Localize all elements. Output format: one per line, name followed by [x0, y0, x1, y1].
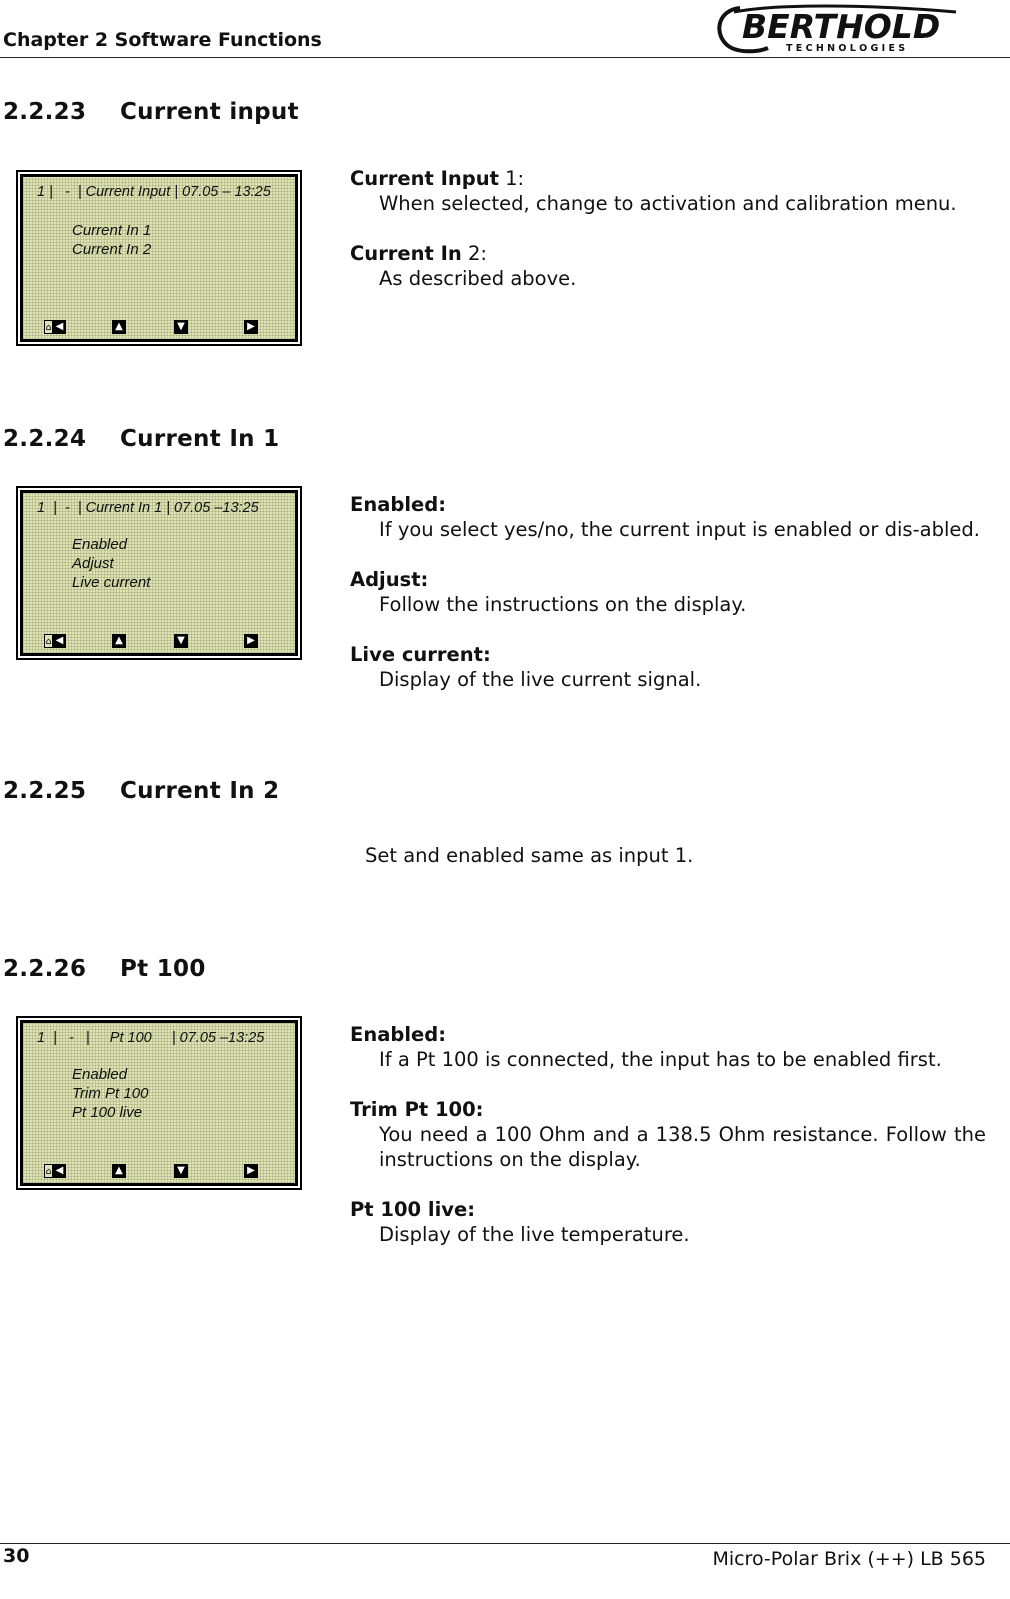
lcd-menu-item: Live current	[72, 574, 151, 591]
down-arrow-icon: ▼	[174, 634, 188, 648]
section-title: Current input	[120, 99, 299, 125]
logo-subtitle: T E C H N O L O G I E S	[786, 43, 906, 54]
lcd-current-input	[16, 170, 302, 346]
lcd-menu-item: Trim Pt 100	[72, 1085, 149, 1102]
lcd-pt-100	[16, 1016, 302, 1190]
lcd-menu-item: Enabled	[72, 536, 128, 553]
lcd-menu-item: Pt 100 live	[72, 1104, 143, 1121]
logo-graphic	[712, 2, 1008, 56]
lcd-home-back-button	[44, 320, 66, 334]
lcd-menu-item: Current In 2	[72, 241, 152, 258]
term-definition: Follow the instructions on the display.	[379, 593, 747, 616]
term-label: Enabled:	[350, 493, 446, 516]
back-arrow-icon: ◀	[55, 635, 64, 646]
term-definition: When selected, change to activation and calibration menu.	[379, 192, 957, 215]
back-arrow-icon: ◀	[55, 321, 64, 332]
term-definition: As described above.	[379, 267, 577, 290]
header-divider	[0, 57, 1010, 58]
up-arrow-icon: ▲	[112, 1164, 126, 1178]
section-number: 2.2.24	[3, 426, 87, 452]
chapter-title: Chapter 2 Software Functions	[3, 29, 322, 51]
home-icon: ⌂	[44, 634, 53, 648]
footer-divider	[0, 1543, 1010, 1544]
berthold-logo	[712, 2, 1008, 56]
lcd-status-line: 1 | - | Current Input | 07.05 – 13:25	[37, 184, 271, 200]
lcd-menu-item: Adjust	[72, 555, 114, 572]
section-number: 2.2.23	[3, 99, 87, 125]
section-heading-pt-100	[3, 956, 206, 982]
term-name: Current In	[350, 242, 462, 265]
lcd-screen	[20, 1020, 298, 1186]
home-icon: ⌂	[44, 320, 53, 334]
lcd-menu-item: Enabled	[72, 1066, 128, 1083]
section-title: Pt 100	[120, 956, 206, 982]
term-label: Enabled:	[350, 1023, 446, 1046]
section-number: 2.2.26	[3, 956, 87, 982]
section-title: Current In 2	[120, 778, 280, 804]
term-definition: Display of the live temperature.	[379, 1223, 690, 1246]
current-input-description	[350, 166, 986, 291]
term-label: Adjust:	[350, 568, 429, 591]
pt-100-description	[350, 1022, 986, 1247]
lcd-home-back-button	[44, 634, 66, 648]
lcd-status-line: 1 | - | Current In 1 | 07.05 –13:25	[37, 500, 259, 516]
down-arrow-icon: ▼	[174, 320, 188, 334]
home-icon: ⌂	[44, 1164, 53, 1178]
term-label: Trim Pt 100:	[350, 1098, 484, 1121]
lcd-home-back-button	[44, 1164, 66, 1178]
lcd-status-line: 1 | - | Pt 100 | 07.05 –13:25	[37, 1030, 265, 1046]
logo-wordmark: BERTHOLD	[742, 7, 941, 46]
current-in-2-description: Set and enabled same as input 1.	[365, 844, 694, 867]
current-in-1-description	[350, 492, 986, 692]
term-suffix: 2:	[461, 242, 487, 265]
section-heading-current-in-2	[3, 778, 279, 804]
term-definition: If a Pt 100 is connected, the input has to be enabled first.	[379, 1048, 942, 1071]
section-number: 2.2.25	[3, 778, 87, 804]
term-label	[350, 241, 986, 266]
back-arrow-icon: ◀	[55, 1165, 64, 1176]
term-definition: Display of the live current signal.	[379, 668, 702, 691]
term-label: Live current:	[350, 643, 491, 666]
term-definition: If you select yes/no, the current input is enabled or dis-abled.	[379, 518, 980, 541]
term-label	[350, 166, 986, 191]
down-arrow-icon: ▼	[174, 1164, 188, 1178]
enter-arrow-icon: ▶	[244, 320, 258, 334]
page-number: 30	[3, 1545, 30, 1567]
up-arrow-icon: ▲	[112, 320, 126, 334]
lcd-screen	[20, 174, 298, 342]
term-suffix: 1:	[498, 167, 525, 190]
term-definition: You need a 100 Ohm and a 138.5 Ohm resistance. Follow the instructions on the display.	[379, 1123, 986, 1171]
up-arrow-icon: ▲	[112, 634, 126, 648]
section-title: Current In 1	[120, 426, 280, 452]
lcd-menu-item: Current In 1	[72, 222, 152, 239]
term-label: Pt 100 live:	[350, 1198, 475, 1221]
lcd-current-in-1	[16, 486, 302, 660]
enter-arrow-icon: ▶	[244, 634, 258, 648]
section-heading-current-in-1	[3, 426, 279, 452]
section-heading-current-input	[3, 99, 299, 125]
product-name: Micro-Polar Brix (++) LB 565	[712, 1548, 986, 1570]
lcd-screen	[20, 490, 298, 656]
enter-arrow-icon: ▶	[244, 1164, 258, 1178]
term-name: Current Input	[350, 167, 499, 190]
